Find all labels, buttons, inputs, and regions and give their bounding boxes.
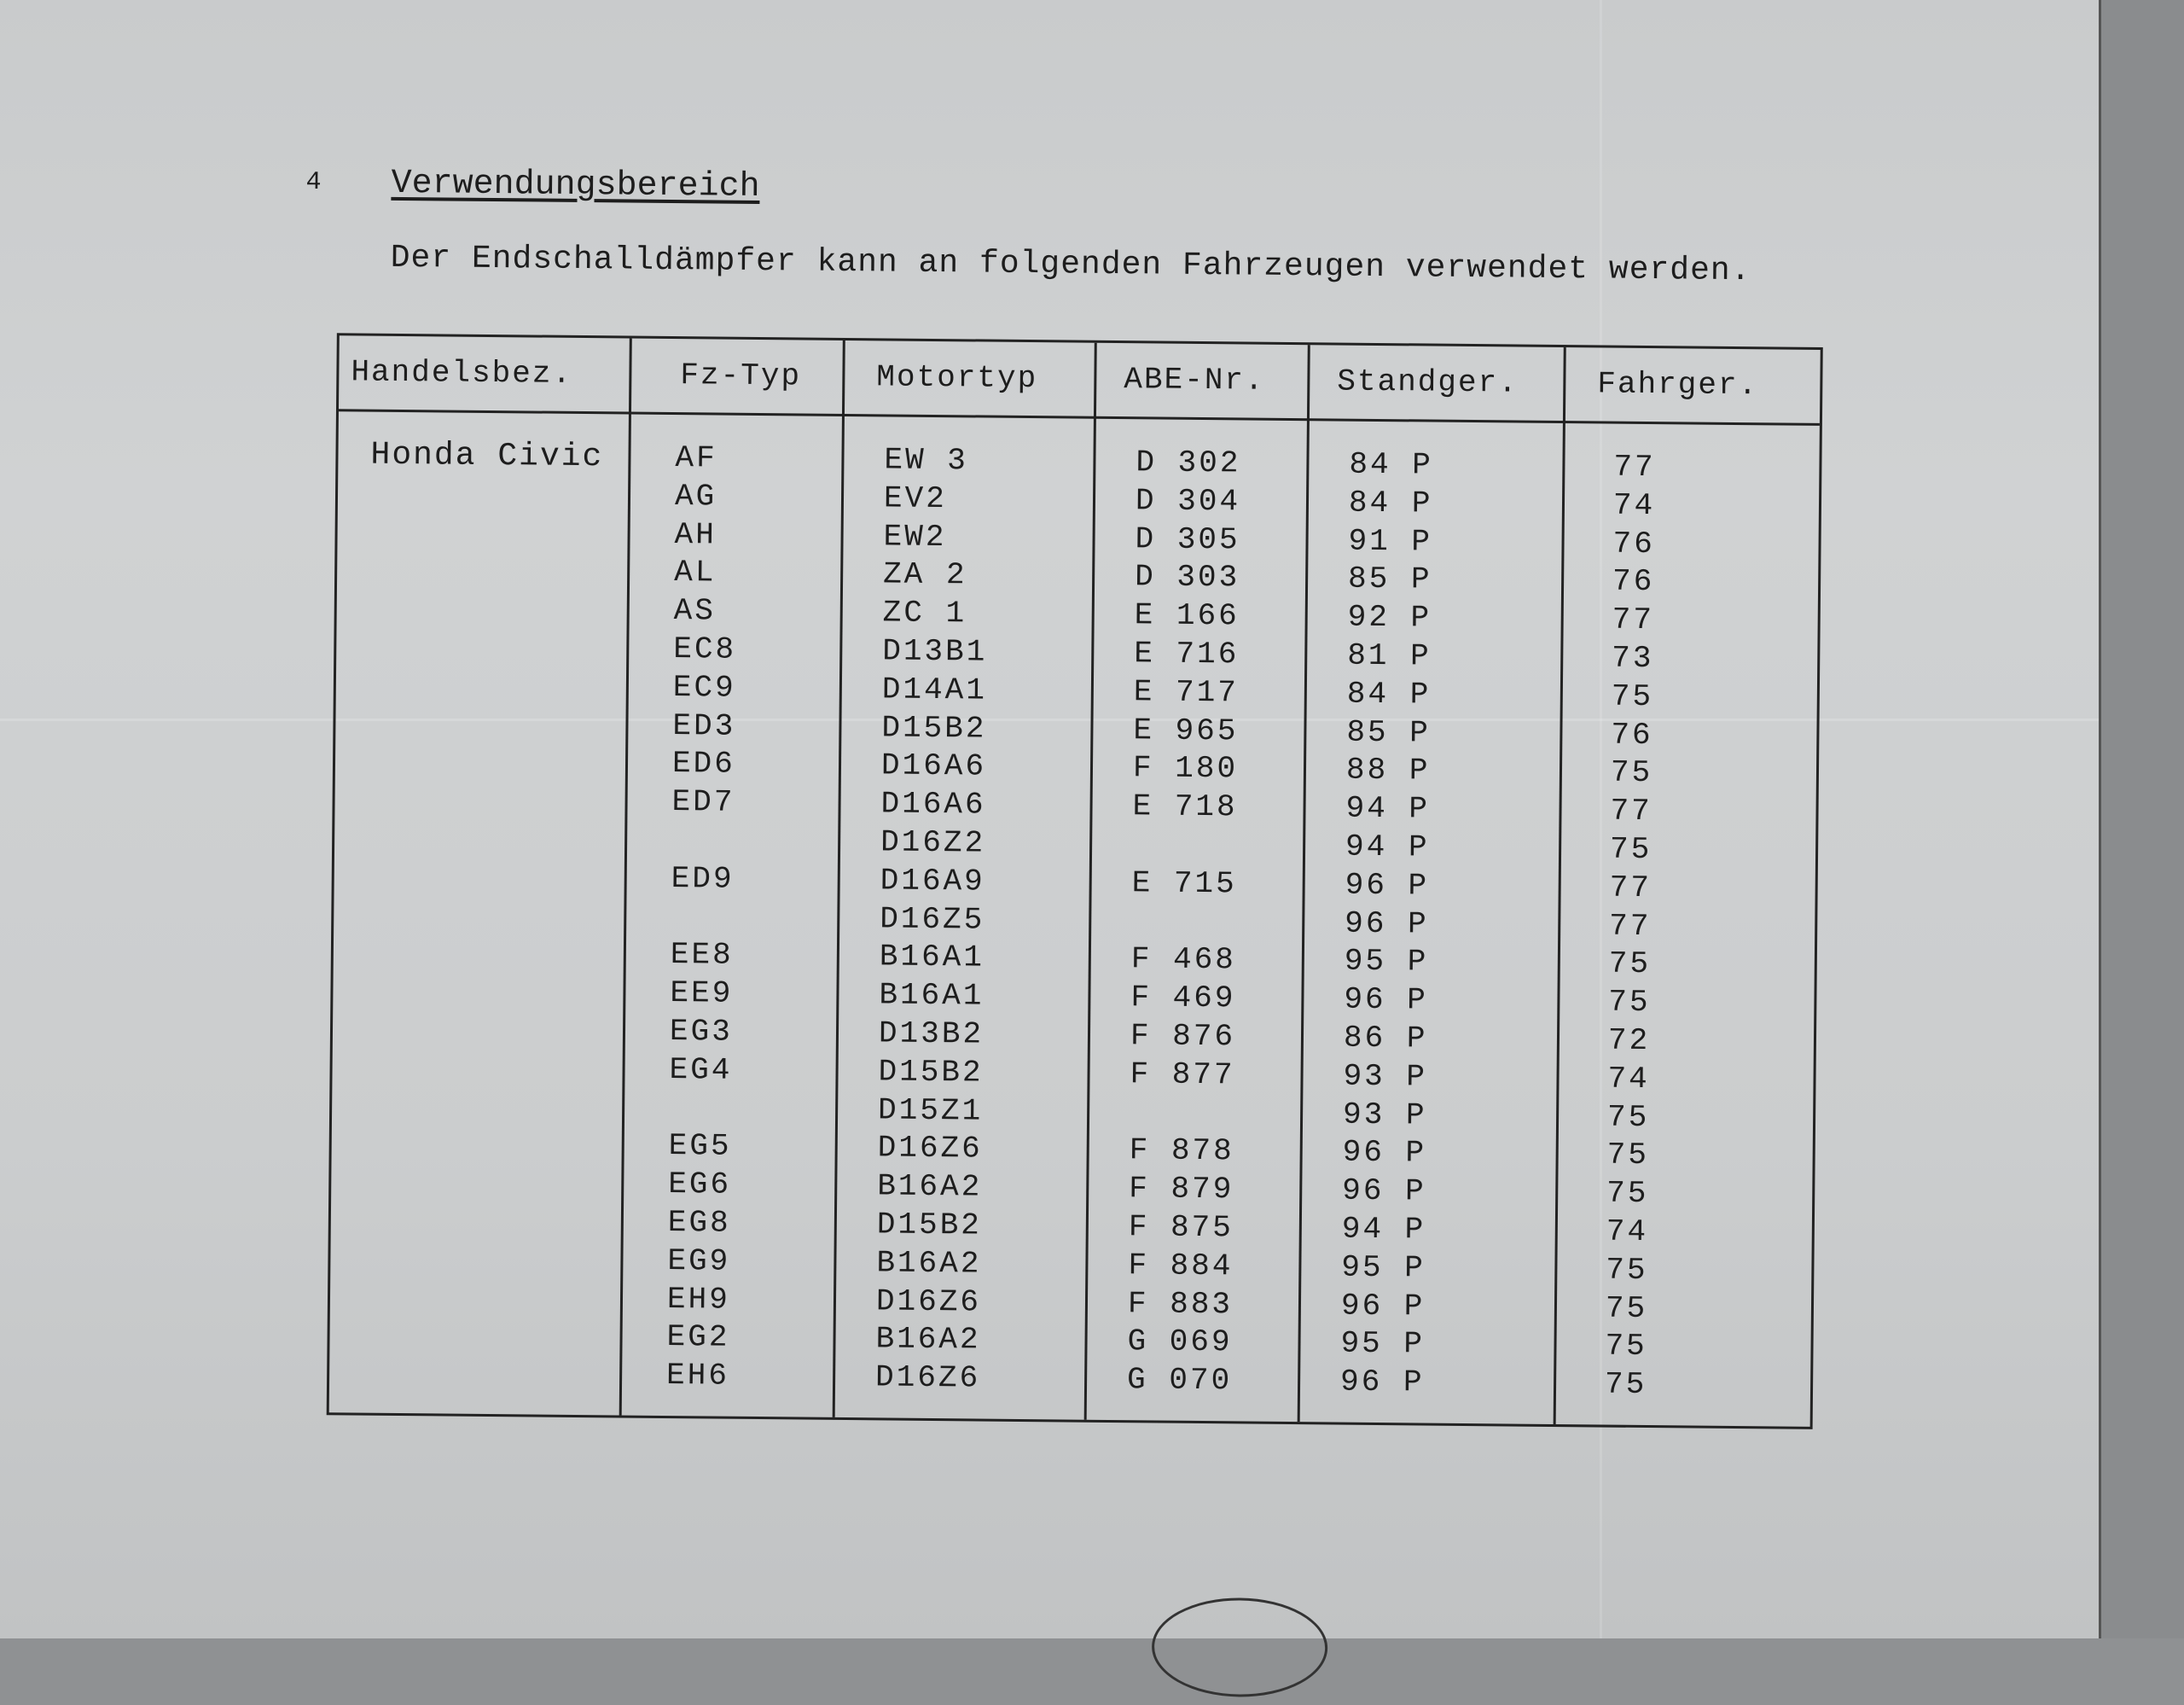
fahrger-cell: 77 bbox=[1609, 908, 1652, 944]
standger-cell: 96 P bbox=[1340, 1288, 1426, 1324]
fz-typ-cell: ED7 bbox=[671, 784, 735, 820]
motortyp-cell: D13B1 bbox=[882, 633, 988, 670]
table-body bbox=[329, 436, 1820, 1406]
motortyp-cell: D16Z5 bbox=[880, 900, 985, 938]
standger-cell: 85 P bbox=[1347, 562, 1432, 597]
motortyp-cell: D16A6 bbox=[880, 786, 986, 823]
standger-cell: 93 P bbox=[1342, 1097, 1427, 1133]
fahrger-cell: 76 bbox=[1612, 564, 1655, 600]
section-number: 4 bbox=[305, 167, 322, 198]
motortyp-cell: B16A1 bbox=[879, 977, 985, 1014]
fz-typ-cell: AL bbox=[673, 555, 717, 591]
motortyp-cell: D16Z6 bbox=[875, 1283, 982, 1320]
abe-nr-cell: F 180 bbox=[1132, 750, 1239, 787]
abe-nr-cell: E 715 bbox=[1131, 864, 1237, 902]
motortyp-cell: D15B2 bbox=[878, 1054, 984, 1091]
standger-cell: 96 P bbox=[1345, 905, 1429, 942]
standger-cell: 96 P bbox=[1342, 1173, 1426, 1209]
standger-cell: 81 P bbox=[1347, 637, 1432, 674]
abe-nr-cell: D 304 bbox=[1135, 483, 1241, 520]
fz-typ-cell: EG6 bbox=[668, 1167, 732, 1202]
fahrger-cell: 75 bbox=[1610, 754, 1653, 791]
section-title: Verwendungsbereich bbox=[391, 164, 760, 207]
abe-nr-cell: F 883 bbox=[1127, 1285, 1234, 1322]
fz-typ-cell: ED6 bbox=[671, 746, 736, 783]
fz-typ-cell: AG bbox=[674, 478, 717, 515]
background-edge bbox=[2101, 0, 2184, 1638]
fz-typ-cell: EH6 bbox=[665, 1358, 730, 1394]
abe-nr-cell: G 070 bbox=[1126, 1362, 1233, 1399]
standger-cell: 84 P bbox=[1349, 446, 1434, 483]
brand-cell: Honda Civic bbox=[370, 436, 604, 476]
motortyp-cell: D16Z6 bbox=[877, 1130, 983, 1167]
standger-cell: 88 P bbox=[1345, 753, 1431, 788]
fahrger-cell: 75 bbox=[1608, 946, 1652, 982]
standger-cell: 95 P bbox=[1341, 1249, 1426, 1286]
motortyp-cell: EV2 bbox=[883, 480, 948, 516]
fahrger-cell: 76 bbox=[1611, 717, 1653, 753]
abe-nr-cell: F 469 bbox=[1130, 980, 1236, 1016]
fahrger-cell: 75 bbox=[1605, 1328, 1647, 1365]
abe-nr-cell: F 877 bbox=[1130, 1056, 1235, 1093]
abe-nr-cell: E 965 bbox=[1133, 712, 1239, 748]
header-fahrger: Fahrger. bbox=[1597, 366, 1759, 404]
fz-typ-cell: AH bbox=[674, 516, 717, 553]
fahrger-cell: 75 bbox=[1606, 1099, 1650, 1135]
abe-nr-cell: D 303 bbox=[1134, 559, 1240, 596]
fahrger-cell: 75 bbox=[1608, 984, 1651, 1021]
header-handelsbez: Handelsbez. bbox=[351, 354, 573, 392]
fahrger-cell: 75 bbox=[1609, 831, 1653, 868]
stamp-seal bbox=[1152, 1597, 1328, 1697]
fz-typ-cell: EE8 bbox=[670, 937, 734, 974]
abe-nr-cell: F 468 bbox=[1130, 941, 1237, 978]
fahrger-cell: 75 bbox=[1611, 678, 1654, 714]
header-standger: Standger. bbox=[1337, 364, 1519, 401]
standger-cell: 96 P bbox=[1342, 1134, 1427, 1171]
fahrger-cell: 73 bbox=[1612, 640, 1654, 677]
header-divider bbox=[339, 409, 1820, 426]
abe-nr-cell: D 302 bbox=[1136, 445, 1241, 481]
fahrger-cell: 76 bbox=[1612, 526, 1655, 562]
motortyp-cell: EW 3 bbox=[884, 442, 969, 479]
intro-sentence: Der Endschalldämpfer kann an folgenden Fahrzeugen verwendet werden. bbox=[390, 239, 1751, 290]
abe-nr-cell: F 878 bbox=[1129, 1132, 1234, 1169]
motortyp-cell: D16A9 bbox=[880, 863, 985, 899]
fahrger-cell: 75 bbox=[1606, 1137, 1650, 1173]
fahrger-cell: 77 bbox=[1612, 602, 1655, 638]
abe-nr-cell: G 069 bbox=[1127, 1324, 1233, 1360]
fahrger-cell: 75 bbox=[1606, 1175, 1649, 1212]
standger-cell: 92 P bbox=[1347, 599, 1432, 636]
motortyp-cell: B16A2 bbox=[876, 1245, 982, 1282]
abe-nr-cell: E 717 bbox=[1133, 674, 1240, 711]
abe-nr-cell: E 166 bbox=[1134, 597, 1240, 634]
motortyp-cell: D16A6 bbox=[880, 748, 987, 784]
standger-cell: 94 P bbox=[1341, 1211, 1426, 1248]
fz-typ-cell: EG5 bbox=[668, 1128, 732, 1165]
fz-typ-cell: ED9 bbox=[671, 860, 735, 897]
motortyp-cell: B16A1 bbox=[879, 939, 985, 975]
fz-typ-cell: EC8 bbox=[673, 631, 737, 667]
motortyp-cell: D15B2 bbox=[881, 709, 987, 747]
abe-nr-cell: E 718 bbox=[1132, 788, 1238, 825]
fahrger-cell: 75 bbox=[1604, 1366, 1647, 1403]
fz-typ-cell: EC9 bbox=[672, 669, 736, 706]
motortyp-cell: D15B2 bbox=[876, 1207, 983, 1243]
abe-nr-cell: D 305 bbox=[1135, 521, 1240, 558]
fz-typ-cell: AS bbox=[673, 593, 717, 629]
abe-nr-cell: F 879 bbox=[1129, 1171, 1234, 1207]
standger-cell: 94 P bbox=[1345, 829, 1430, 865]
motortyp-cell: B16A2 bbox=[875, 1321, 981, 1358]
fz-typ-cell: EG2 bbox=[666, 1319, 730, 1356]
fahrger-cell: 74 bbox=[1607, 1061, 1650, 1097]
fahrger-cell: 77 bbox=[1609, 870, 1653, 905]
standger-cell: 84 P bbox=[1348, 485, 1433, 521]
abe-nr-cell: F 884 bbox=[1128, 1247, 1234, 1284]
header-motortyp: Motortyp bbox=[876, 359, 1038, 397]
motortyp-cell: D14A1 bbox=[881, 672, 988, 708]
header-abe-nr: ABE-Nr. bbox=[1124, 362, 1265, 399]
standger-cell: 93 P bbox=[1343, 1058, 1428, 1095]
fz-typ-cell: EG3 bbox=[669, 1013, 734, 1050]
motortyp-cell: D16Z2 bbox=[880, 824, 986, 861]
fz-typ-cell: EG4 bbox=[669, 1051, 733, 1088]
fz-typ-cell: EE9 bbox=[670, 975, 734, 1011]
fahrger-cell: 74 bbox=[1606, 1213, 1649, 1249]
fahrger-cell: 75 bbox=[1606, 1252, 1648, 1288]
header-fz-typ: Fz-Typ bbox=[680, 358, 802, 394]
standger-cell: 95 P bbox=[1344, 943, 1429, 980]
standger-cell: 84 P bbox=[1346, 676, 1432, 713]
fahrger-cell: 77 bbox=[1610, 793, 1653, 829]
standger-cell: 85 P bbox=[1346, 714, 1432, 751]
motortyp-cell: D13B2 bbox=[878, 1015, 985, 1052]
vehicle-table bbox=[327, 333, 1823, 1429]
motortyp-cell: EW2 bbox=[883, 519, 947, 555]
fahrger-cell: 72 bbox=[1607, 1022, 1651, 1059]
fz-typ-cell: EH9 bbox=[666, 1281, 731, 1318]
motortyp-cell: D16Z6 bbox=[874, 1359, 981, 1396]
standger-cell: 95 P bbox=[1340, 1325, 1426, 1362]
fahrger-cell: 75 bbox=[1605, 1290, 1648, 1326]
motortyp-cell: ZC 1 bbox=[882, 595, 967, 631]
motortyp-cell: D15Z1 bbox=[877, 1091, 984, 1129]
fahrger-cell: 74 bbox=[1612, 487, 1656, 523]
standger-cell: 96 P bbox=[1345, 867, 1430, 904]
motortyp-cell: ZA 2 bbox=[882, 556, 967, 593]
standger-cell: 86 P bbox=[1343, 1020, 1428, 1056]
standger-cell: 91 P bbox=[1348, 523, 1433, 560]
motortyp-cell: B16A2 bbox=[877, 1168, 983, 1205]
fz-typ-cell: ED3 bbox=[672, 707, 736, 744]
abe-nr-cell: F 875 bbox=[1128, 1209, 1234, 1246]
standger-cell: 94 P bbox=[1345, 790, 1431, 827]
fz-typ-cell: EG9 bbox=[667, 1242, 731, 1279]
fahrger-cell: 77 bbox=[1613, 449, 1656, 486]
fz-typ-cell: AF bbox=[675, 440, 717, 476]
abe-nr-cell: F 876 bbox=[1130, 1018, 1236, 1055]
fz-typ-cell: EG8 bbox=[667, 1204, 731, 1241]
standger-cell: 96 P bbox=[1344, 981, 1429, 1018]
abe-nr-cell: E 716 bbox=[1134, 636, 1240, 672]
standger-cell: 96 P bbox=[1339, 1364, 1425, 1400]
